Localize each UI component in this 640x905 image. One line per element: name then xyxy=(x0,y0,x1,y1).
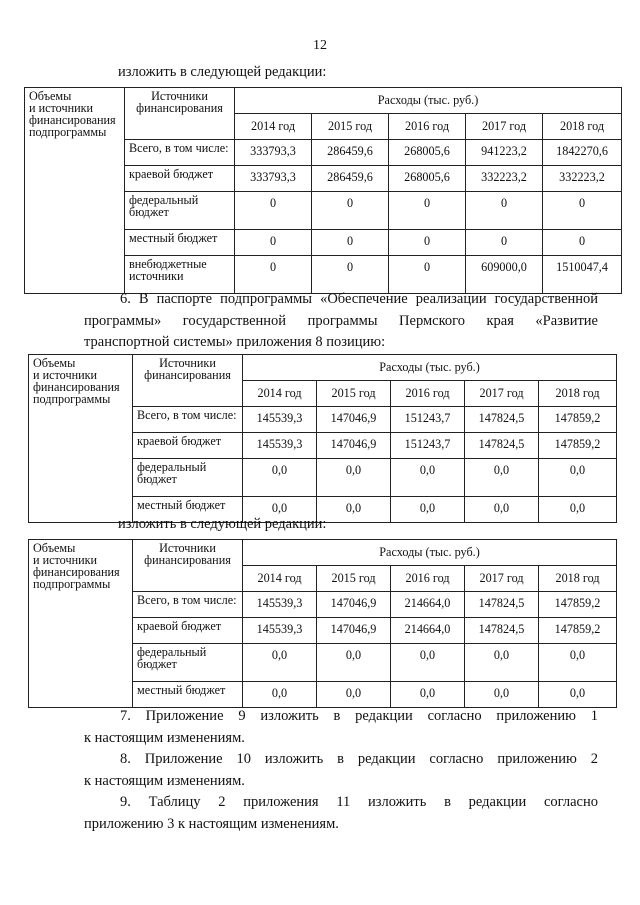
value-cell: 147859,2 xyxy=(539,407,617,433)
cell-text-line: Источники xyxy=(151,89,208,103)
cell-text-line: подпрограммы xyxy=(29,125,107,139)
value-cell: 0 xyxy=(235,230,312,256)
source-cell xyxy=(133,618,243,644)
value-cell: 0,0 xyxy=(243,682,317,708)
value-cell: 0,0 xyxy=(317,644,391,682)
year-header-cell: 2015 год xyxy=(317,566,391,592)
source-header-cell xyxy=(125,88,235,140)
paragraph-7-line: 7. Приложение 9 изложить в редакции согласно приложению 1 xyxy=(120,708,598,724)
expenses-header-cell: Расходы (тыс. руб.) xyxy=(243,540,617,566)
year-header-cell: 2018 год xyxy=(543,114,622,140)
value-cell: 0,0 xyxy=(465,644,539,682)
paragraph-8 xyxy=(84,749,598,792)
value-cell: 147046,9 xyxy=(317,433,391,459)
cell-text-line: Источники xyxy=(159,541,216,555)
cell-text-line: финансирования xyxy=(33,565,120,579)
value-cell: 1842270,6 xyxy=(543,140,622,166)
cell-text-line: и источники xyxy=(33,553,98,567)
value-cell: 0,0 xyxy=(243,459,317,497)
value-cell: 0 xyxy=(312,192,389,230)
expenses-header-cell: Расходы (тыс. руб.) xyxy=(243,355,617,381)
cell-text-line: местный бюджет xyxy=(137,498,226,512)
value-cell: 0,0 xyxy=(539,644,617,682)
cell-text-line: финансирования xyxy=(136,101,223,115)
value-cell: 0 xyxy=(543,192,622,230)
cell-text-line: краевой бюджет xyxy=(129,167,214,181)
value-cell: 145539,3 xyxy=(243,618,317,644)
paragraph-9-line: приложению 3 к настоящим изменениям. xyxy=(84,815,339,832)
cell-text-line: Объемы xyxy=(33,541,76,555)
value-cell: 0 xyxy=(235,192,312,230)
value-cell: 0 xyxy=(235,256,312,294)
value-cell: 0 xyxy=(543,230,622,256)
cell-text-line: бюджет xyxy=(137,657,177,671)
cell-text-line: финансирования xyxy=(29,113,116,127)
source-cell xyxy=(125,166,235,192)
value-cell: 0,0 xyxy=(391,459,465,497)
cell-text-line: внебюджетные xyxy=(129,257,207,271)
value-cell: 147824,5 xyxy=(465,433,539,459)
cell-text-line: федеральный xyxy=(129,193,199,207)
cell-text-line: финансирования xyxy=(144,553,231,567)
intro-text-3: изложить в следующей редакции: xyxy=(118,516,327,532)
value-cell: 0 xyxy=(312,230,389,256)
value-cell: 145539,3 xyxy=(243,433,317,459)
year-header-cell: 2018 год xyxy=(539,381,617,407)
financing-table-2 xyxy=(28,354,617,523)
cell-text-line: финансирования xyxy=(144,368,231,382)
value-cell: 145539,3 xyxy=(243,407,317,433)
value-cell: 0,0 xyxy=(243,497,317,523)
value-cell: 0,0 xyxy=(539,459,617,497)
cell-text-line: источники xyxy=(129,269,184,283)
value-cell: 147046,9 xyxy=(317,407,391,433)
cell-text-line: Источники xyxy=(159,356,216,370)
value-cell: 0 xyxy=(389,230,466,256)
indicator-label-cell xyxy=(29,355,133,523)
cell-text-line: финансирования xyxy=(33,380,120,394)
year-header-cell: 2016 год xyxy=(391,381,465,407)
financing-table-1 xyxy=(24,87,622,294)
cell-text-line: Всего, в том числе: xyxy=(137,593,237,607)
cell-text-line: бюджет xyxy=(129,205,169,219)
source-cell xyxy=(125,192,235,230)
value-cell: 145539,3 xyxy=(243,592,317,618)
year-header-cell: 2014 год xyxy=(243,566,317,592)
header-row xyxy=(25,88,622,114)
cell-text-line: Всего, в том числе: xyxy=(137,408,237,422)
source-cell xyxy=(125,230,235,256)
value-cell: 0,0 xyxy=(243,644,317,682)
value-cell: 0,0 xyxy=(391,682,465,708)
cell-text-line: краевой бюджет xyxy=(137,619,222,633)
source-cell xyxy=(133,644,243,682)
paragraph-6-line: 6. В паспорте подпрограммы «Обеспечение реализации государственной xyxy=(120,291,598,307)
value-cell: 147824,5 xyxy=(465,618,539,644)
cell-text-line: местный бюджет xyxy=(137,683,226,697)
value-cell: 151243,7 xyxy=(391,433,465,459)
header-row xyxy=(29,355,617,381)
value-cell: 0,0 xyxy=(391,497,465,523)
cell-text-line: федеральный xyxy=(137,645,207,659)
value-cell: 0 xyxy=(466,230,543,256)
paragraph-9 xyxy=(84,792,598,835)
value-cell: 1510047,4 xyxy=(543,256,622,294)
source-cell xyxy=(133,459,243,497)
source-cell xyxy=(133,407,243,433)
value-cell: 333793,3 xyxy=(235,140,312,166)
value-cell: 0,0 xyxy=(317,682,391,708)
value-cell: 286459,6 xyxy=(312,140,389,166)
value-cell: 268005,6 xyxy=(389,166,466,192)
value-cell: 0 xyxy=(466,192,543,230)
paragraph-7-line: к настоящим изменениям. xyxy=(84,729,245,746)
value-cell: 0,0 xyxy=(391,644,465,682)
value-cell: 147859,2 xyxy=(539,592,617,618)
cell-text-line: Объемы xyxy=(29,89,72,103)
value-cell: 0,0 xyxy=(465,459,539,497)
value-cell: 268005,6 xyxy=(389,140,466,166)
value-cell: 147046,9 xyxy=(317,592,391,618)
cell-text-line: Объемы xyxy=(33,356,76,370)
value-cell: 147859,2 xyxy=(539,618,617,644)
paragraph-7 xyxy=(84,706,598,749)
source-cell xyxy=(133,592,243,618)
source-cell xyxy=(125,140,235,166)
paragraph-6-line: транспортной системы» приложения 8 позицию: xyxy=(84,334,386,350)
expenses-header-cell: Расходы (тыс. руб.) xyxy=(235,88,622,114)
cell-text-line: краевой бюджет xyxy=(137,434,222,448)
source-cell xyxy=(125,256,235,294)
year-header-cell: 2015 год xyxy=(317,381,391,407)
value-cell: 609000,0 xyxy=(466,256,543,294)
cell-text-line: Всего, в том числе: xyxy=(129,141,229,155)
value-cell: 214664,0 xyxy=(391,592,465,618)
cell-text-line: и источники xyxy=(33,368,98,382)
value-cell: 214664,0 xyxy=(391,618,465,644)
year-header-cell: 2014 год xyxy=(243,381,317,407)
value-cell: 0 xyxy=(389,256,466,294)
value-cell: 0,0 xyxy=(539,497,617,523)
header-row xyxy=(29,540,617,566)
year-header-cell: 2016 год xyxy=(389,114,466,140)
source-cell xyxy=(133,682,243,708)
intro-text-1: изложить в следующей редакции: xyxy=(118,64,327,80)
cell-text-line: и источники xyxy=(29,101,94,115)
paragraph-9-line: 9. Таблицу 2 приложения 11 изложить в редакции согласно xyxy=(120,794,598,810)
value-cell: 941223,2 xyxy=(466,140,543,166)
year-header-cell: 2015 год xyxy=(312,114,389,140)
value-cell: 0,0 xyxy=(465,682,539,708)
value-cell: 286459,6 xyxy=(312,166,389,192)
cell-text-line: местный бюджет xyxy=(129,231,218,245)
cell-text-line: подпрограммы xyxy=(33,392,111,406)
cell-text-line: подпрограммы xyxy=(33,577,111,591)
year-header-cell: 2018 год xyxy=(539,566,617,592)
value-cell: 147824,5 xyxy=(465,407,539,433)
value-cell: 332223,2 xyxy=(543,166,622,192)
cell-text-line: федеральный xyxy=(137,460,207,474)
value-cell: 147824,5 xyxy=(465,592,539,618)
year-header-cell: 2017 год xyxy=(465,566,539,592)
year-header-cell: 2017 год xyxy=(466,114,543,140)
value-cell: 147046,9 xyxy=(317,618,391,644)
indicator-label-cell xyxy=(25,88,125,294)
cell-text-line: бюджет xyxy=(137,472,177,486)
year-header-cell: 2017 год xyxy=(465,381,539,407)
value-cell: 0 xyxy=(312,256,389,294)
year-header-cell: 2014 год xyxy=(235,114,312,140)
value-cell: 0,0 xyxy=(539,682,617,708)
paragraph-8-line: 8. Приложение 10 изложить в редакции согласно приложению 2 xyxy=(120,751,598,767)
value-cell: 0,0 xyxy=(317,497,391,523)
value-cell: 0,0 xyxy=(465,497,539,523)
paragraph-6 xyxy=(84,289,598,354)
value-cell: 0 xyxy=(389,192,466,230)
source-cell xyxy=(133,433,243,459)
financing-table-3 xyxy=(28,539,617,708)
value-cell: 151243,7 xyxy=(391,407,465,433)
paragraph-8-line: к настоящим изменениям. xyxy=(84,772,245,789)
indicator-label-cell xyxy=(29,540,133,708)
source-header-cell xyxy=(133,355,243,407)
value-cell: 0,0 xyxy=(317,459,391,497)
source-header-cell xyxy=(133,540,243,592)
paragraph-6-line: программы» государственной программы Пермского края «Развитие xyxy=(84,312,598,329)
value-cell: 332223,2 xyxy=(466,166,543,192)
value-cell: 333793,3 xyxy=(235,166,312,192)
page-number: 12 xyxy=(313,38,327,53)
year-header-cell: 2016 год xyxy=(391,566,465,592)
value-cell: 147859,2 xyxy=(539,433,617,459)
